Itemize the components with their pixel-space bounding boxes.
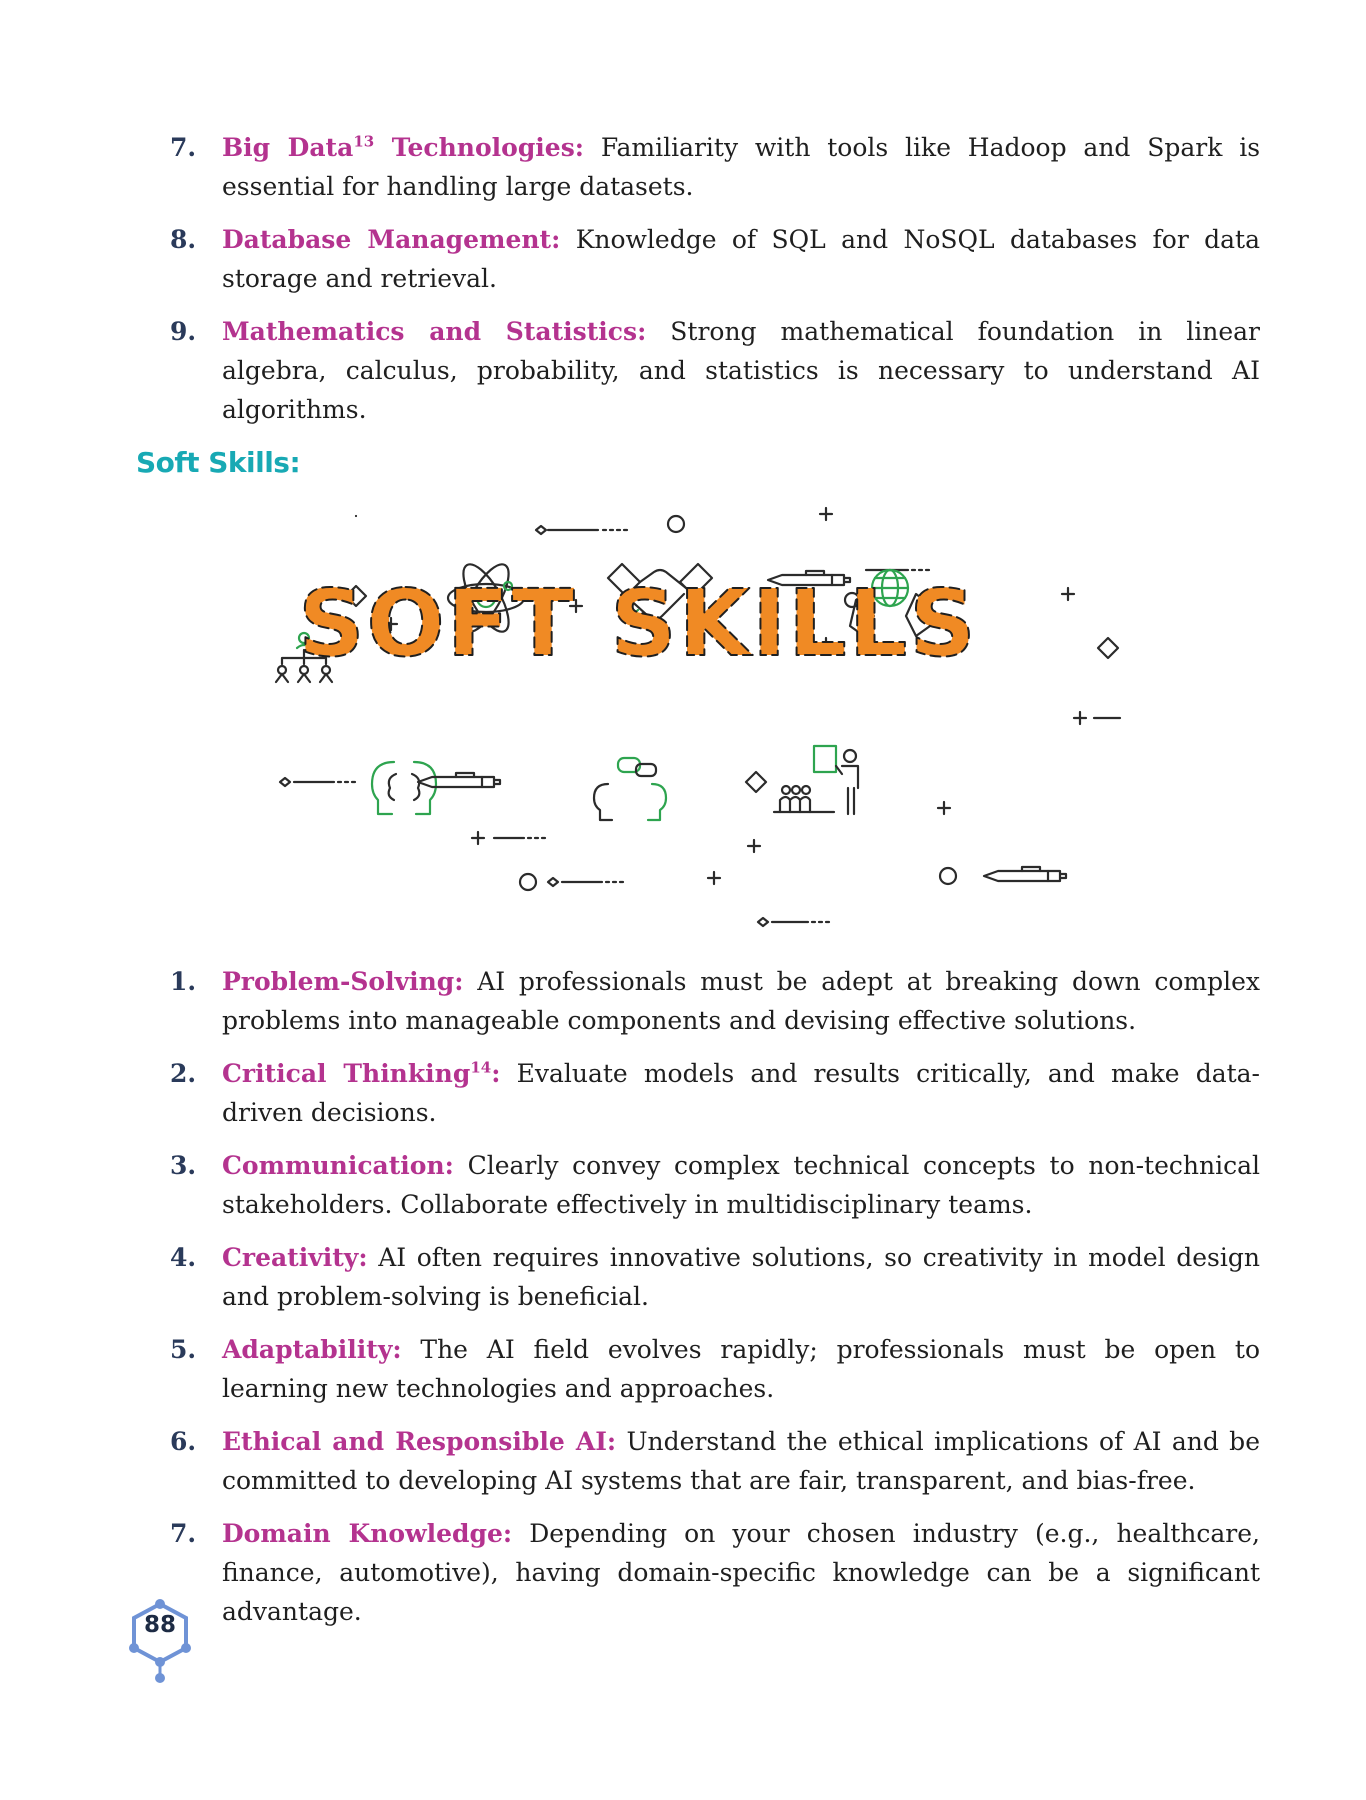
item-term: Adaptability: <box>222 1335 402 1364</box>
item-text: Familiarity with tools like Hadoop and Spark is essential for handling large datasets. <box>222 133 1261 201</box>
item-text: Evaluate models and results critically, and make data-driven decisions. <box>222 1059 1260 1127</box>
chat-heads-icon <box>594 758 666 820</box>
item-term: Critical Thinking$^{14}$: <box>222 1058 501 1088</box>
pen-icon <box>984 867 1066 881</box>
footnote-marker: 14 <box>470 1058 492 1077</box>
list-item <box>170 1238 1260 1316</box>
list-item <box>170 312 1260 429</box>
heads-gears-icon <box>372 762 436 814</box>
item-number: 3. <box>170 1151 197 1180</box>
list-item <box>170 128 1260 206</box>
item-term: Big Data$^{13}$ Technologies: <box>222 132 585 162</box>
item-text: Strong mathematical foundation in linear algebra, calculus, probability, and statistics is necessary to understand AI algorithms. <box>222 317 1261 424</box>
list-item <box>170 1054 1260 1132</box>
presentation-icon <box>774 746 858 814</box>
item-text: The AI field evolves rapidly; professionals must be open to learning new technologies and approaches. <box>222 1335 1260 1403</box>
item-number: 4. <box>170 1243 197 1272</box>
illustration-title: SOFT SKILLS <box>298 570 978 677</box>
list-item <box>170 1514 1260 1631</box>
item-term: Problem-Solving: <box>222 967 464 996</box>
item-text: Understand the ethical implications of AI and be committed to developing AI systems that are fair, transparent, and bias-free. <box>222 1427 1260 1495</box>
item-number: 7. <box>170 133 197 162</box>
item-term: Database Management: <box>222 225 561 254</box>
item-number: 1. <box>170 967 197 996</box>
item-term: Domain Knowledge: <box>222 1519 513 1548</box>
item-text: Clearly convey complex technical concepts to non-technical stakeholders. Collaborate effectively in multidisciplinary teams. <box>222 1151 1260 1219</box>
item-term: Creativity: <box>222 1243 368 1272</box>
item-number: 7. <box>170 1519 197 1548</box>
item-number: 9. <box>170 317 197 346</box>
list-item <box>170 1146 1260 1224</box>
pen-icon <box>418 773 500 787</box>
item-number: 6. <box>170 1427 197 1456</box>
item-term: Ethical and Responsible AI: <box>222 1427 617 1456</box>
page-number-badge-icon <box>126 1598 194 1684</box>
footnote-marker: 13 <box>353 132 375 151</box>
item-text: Depending on your chosen industry (e.g., healthcare, finance, automotive), having domain-specific knowledge can be a significant advantage. <box>222 1519 1260 1626</box>
item-term: Mathematics and Statistics: <box>222 317 647 346</box>
item-text: AI professionals must be adept at breaking down complex problems into manageable components and devising effective solutions. <box>222 967 1260 1035</box>
item-term: Communication: <box>222 1151 454 1180</box>
soft-skills-list <box>170 962 1260 1645</box>
item-text: Knowledge of SQL and NoSQL databases for data storage and retrieval. <box>222 225 1260 293</box>
item-text: AI often requires innovative solutions, so creativity in model design and problem-solving is beneficial. <box>222 1243 1260 1311</box>
soft-skills-illustration <box>268 500 1128 940</box>
list-item <box>170 962 1260 1040</box>
item-number: 8. <box>170 225 197 254</box>
technical-skills-list <box>170 128 1260 443</box>
page-number: 88 <box>143 1612 176 1638</box>
item-number: 5. <box>170 1335 197 1364</box>
section-heading: Soft Skills: <box>136 446 301 479</box>
list-item <box>170 1422 1260 1500</box>
list-item <box>170 1330 1260 1408</box>
list-item <box>170 220 1260 298</box>
item-number: 2. <box>170 1059 197 1088</box>
